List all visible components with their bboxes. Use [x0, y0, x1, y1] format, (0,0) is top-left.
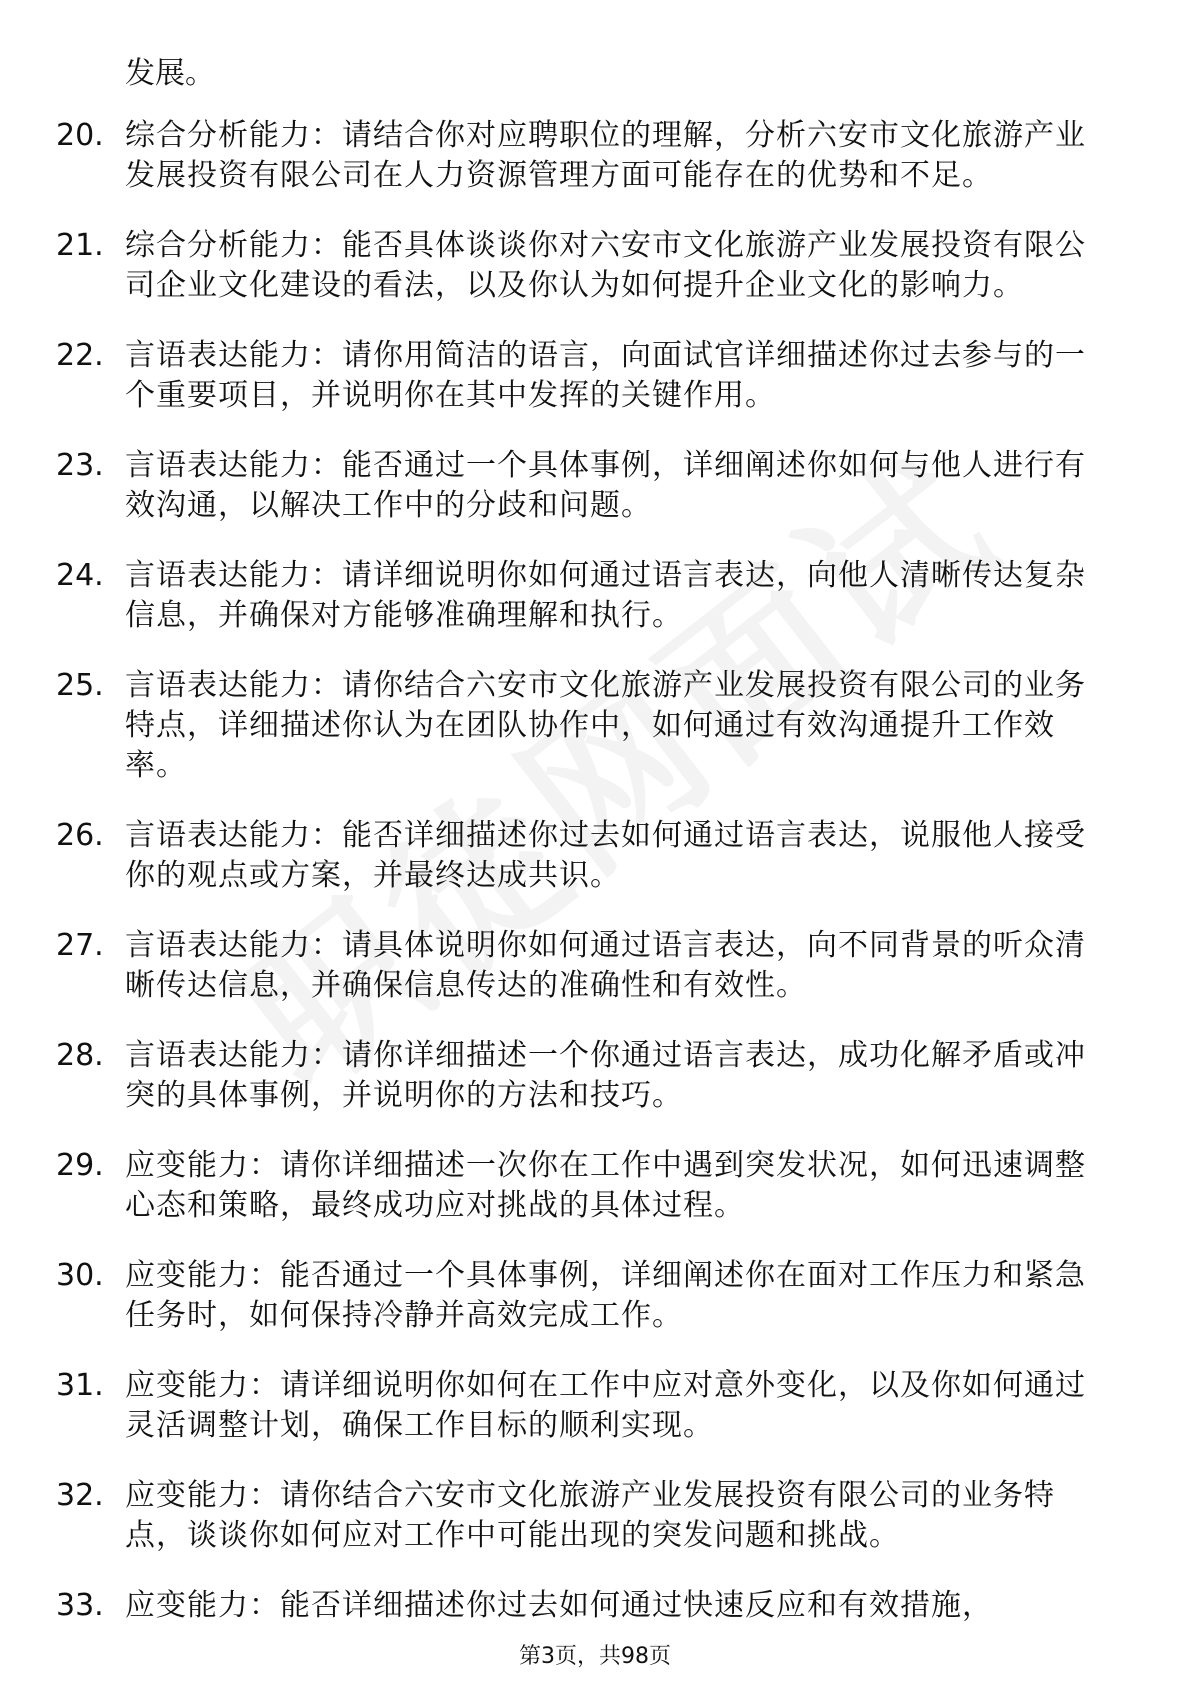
question-item-24	[0, 556, 1190, 636]
question-number: 30.	[56, 1258, 104, 1293]
page-footer: 第3页，共98页	[519, 1644, 671, 1669]
question-item-29	[0, 1146, 1190, 1226]
question-item-25	[0, 666, 1190, 786]
question-number: 21.	[56, 228, 104, 263]
question-text: 应变能力：能否详细描述你过去如何通过快速反应和有效措施，	[125, 1588, 993, 1623]
question-number: 28.	[56, 1038, 104, 1073]
question-item-21	[0, 226, 1190, 306]
question-number: 33.	[56, 1588, 104, 1623]
question-item-32	[0, 1476, 1190, 1556]
question-number: 31.	[56, 1368, 104, 1403]
question-number: 26.	[56, 818, 104, 853]
question-number: 22.	[56, 338, 104, 373]
question-item-33	[0, 1586, 1190, 1626]
question-item-28	[0, 1036, 1190, 1116]
question-text: 言语表达能力：请你用简洁的语言，向面试官详细描述你过去参与的一个重要项目，并说明你在其中发挥的关键作用。	[125, 338, 1086, 413]
question-text: 综合分析能力：能否具体谈谈你对六安市文化旅游产业发展投资有限公司企业文化建设的看法，以及你认为如何提升企业文化的影响力。	[125, 228, 1086, 303]
question-text: 综合分析能力：请结合你对应聘职位的理解，分析六安市文化旅游产业发展投资有限公司在人力资源管理方面可能存在的优势和不足。	[125, 118, 1086, 193]
question-number: 25.	[56, 668, 104, 703]
question-text: 言语表达能力：请具体说明你如何通过语言表达，向不同背景的听众清晰传达信息，并确保信息传达的准确性和有效性。	[125, 928, 1086, 1003]
question-number: 24.	[56, 558, 104, 593]
question-item-26	[0, 816, 1190, 896]
question-text: 应变能力：请你结合六安市文化旅游产业发展投资有限公司的业务特点，谈谈你如何应对工作中可能出现的突发问题和挑战。	[125, 1478, 1055, 1553]
question-text: 言语表达能力：请你详细描述一个你通过语言表达，成功化解矛盾或冲突的具体事例，并说明你的方法和技巧。	[125, 1038, 1086, 1113]
question-number: 20.	[56, 118, 104, 153]
question-text: 应变能力：能否通过一个具体事例，详细阐述你在面对工作压力和紧急任务时，如何保持冷静并高效完成工作。	[125, 1258, 1086, 1333]
question-number: 29.	[56, 1148, 104, 1183]
question-item-30	[0, 1256, 1190, 1336]
question-number: 27.	[56, 928, 104, 963]
continuation-text: 发展。	[125, 56, 215, 91]
question-item-20	[0, 116, 1190, 196]
question-item-22	[0, 336, 1190, 416]
question-item-23	[0, 446, 1190, 526]
question-text: 言语表达能力：请详细说明你如何通过语言表达，向他人清晰传达复杂信息，并确保对方能够准确理解和执行。	[125, 558, 1086, 633]
question-list	[0, 116, 1190, 1656]
question-number: 23.	[56, 448, 104, 483]
question-text: 言语表达能力：能否通过一个具体事例，详细阐述你如何与他人进行有效沟通，以解决工作中的分歧和问题。	[125, 448, 1086, 523]
question-text: 应变能力：请详细说明你如何在工作中应对意外变化，以及你如何通过灵活调整计划，确保工作目标的顺利实现。	[125, 1368, 1086, 1443]
question-item-31	[0, 1366, 1190, 1446]
question-item-27	[0, 926, 1190, 1006]
question-number: 32.	[56, 1478, 104, 1513]
question-text: 应变能力：请你详细描述一次你在工作中遇到突发状况，如何迅速调整心态和策略，最终成功应对挑战的具体过程。	[125, 1148, 1086, 1223]
question-text: 言语表达能力：请你结合六安市文化旅游产业发展投资有限公司的业务特点，详细描述你认为在团队协作中，如何通过有效沟通提升工作效率。	[125, 668, 1086, 783]
question-text: 言语表达能力：能否详细描述你过去如何通过语言表达，说服他人接受你的观点或方案，并最终达成共识。	[125, 818, 1086, 893]
